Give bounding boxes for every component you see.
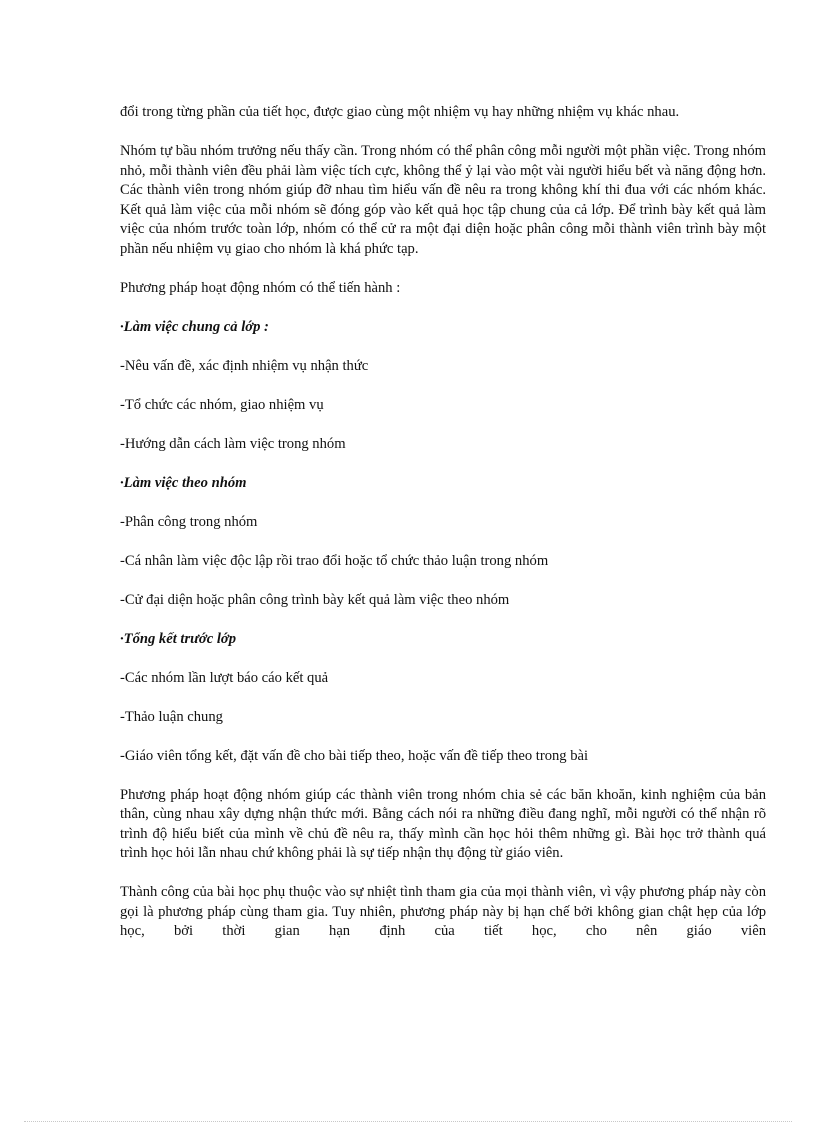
section-heading-class-summary: ·Tổng kết trước lớp bbox=[120, 630, 237, 647]
list-item: -Cử đại diện hoặc phân công trình bày kết quả làm việc theo nhóm bbox=[120, 591, 510, 608]
page-bottom-divider bbox=[24, 1121, 792, 1122]
success-paragraph: Thành công của bài học phụ thuộc vào sự nhiệt tình tham gia của mọi thành viên, vì vậy phương pháp này còn gọi là phương pháp cùng tham gia. Tuy nhiên, phương pháp này bị hạn chế bởi không gian chật hẹp của lớp học, bởi thời gian hạn định của tiết học, cho nên giáo viên bbox=[120, 884, 766, 939]
list-item: -Tổ chức các nhóm, giao nhiệm vụ bbox=[120, 396, 324, 413]
section-heading-group-work: ·Làm việc theo nhóm bbox=[120, 474, 247, 491]
section-heading-whole-class: ·Làm việc chung cả lớp : bbox=[120, 318, 269, 335]
list-item: -Các nhóm lần lượt báo cáo kết quả bbox=[120, 669, 329, 686]
benefits-paragraph: Phương pháp hoạt động nhóm giúp các thành viên trong nhóm chia sẻ các băn khoăn, kinh nghiệm của bản thân, cùng nhau xây dựng nhận thức mới. Bằng cách nói ra những điều đang nghĩ, mỗi người có thể nhận rõ trình độ hiểu biết của mình về chủ đề nêu ra, thấy mình cần học hỏi thêm những gì. Bài học trở thành quá trình học hỏi lẫn nhau chứ không phải là sự tiếp nhận thụ động từ giáo viên. bbox=[120, 786, 766, 861]
document-page bbox=[120, 103, 766, 961]
list-item: -Nêu vấn đề, xác định nhiệm vụ nhận thức bbox=[120, 357, 369, 374]
list-item: -Giáo viên tổng kết, đặt vấn đề cho bài tiếp theo, hoặc vấn đề tiếp theo trong bài bbox=[120, 747, 589, 764]
list-item: -Thảo luận chung bbox=[120, 708, 223, 725]
intro-paragraph: đổi trong từng phần của tiết học, được giao cùng một nhiệm vụ hay những nhiệm vụ khác nhau. bbox=[120, 104, 680, 120]
method-intro: Phương pháp hoạt động nhóm có thể tiến hành : bbox=[120, 279, 401, 296]
list-item: -Cá nhân làm việc độc lập rồi trao đổi hoặc tổ chức thảo luận trong nhóm bbox=[120, 552, 549, 569]
list-item: -Phân công trong nhóm bbox=[120, 513, 258, 530]
list-item: -Hướng dẫn cách làm việc trong nhóm bbox=[120, 435, 346, 452]
group-organization-paragraph: Nhóm tự bầu nhóm trưởng nếu thấy cần. Trong nhóm có thể phân công mỗi người một phần việc. Trong nhóm nhỏ, mỗi thành viên đều phải làm việc tích cực, không thể ỷ lại vào một vài người hiểu bết và năng động hơn. Các thành viên trong nhóm giúp đỡ nhau tìm hiểu vấn đề nêu ra trong không khí thi đua với các nhóm khác. Kết quả làm việc của mỗi nhóm sẽ đóng góp vào kết quả học tập chung của cả lớp. Để trình bày kết quả làm việc của nhóm trước toàn lớp, nhóm có thể cử ra một đại diện hoặc phân công mỗi thành viên trình bày một phần nếu nhiệm vụ giao cho nhóm là khá phức tạp. bbox=[120, 143, 766, 257]
